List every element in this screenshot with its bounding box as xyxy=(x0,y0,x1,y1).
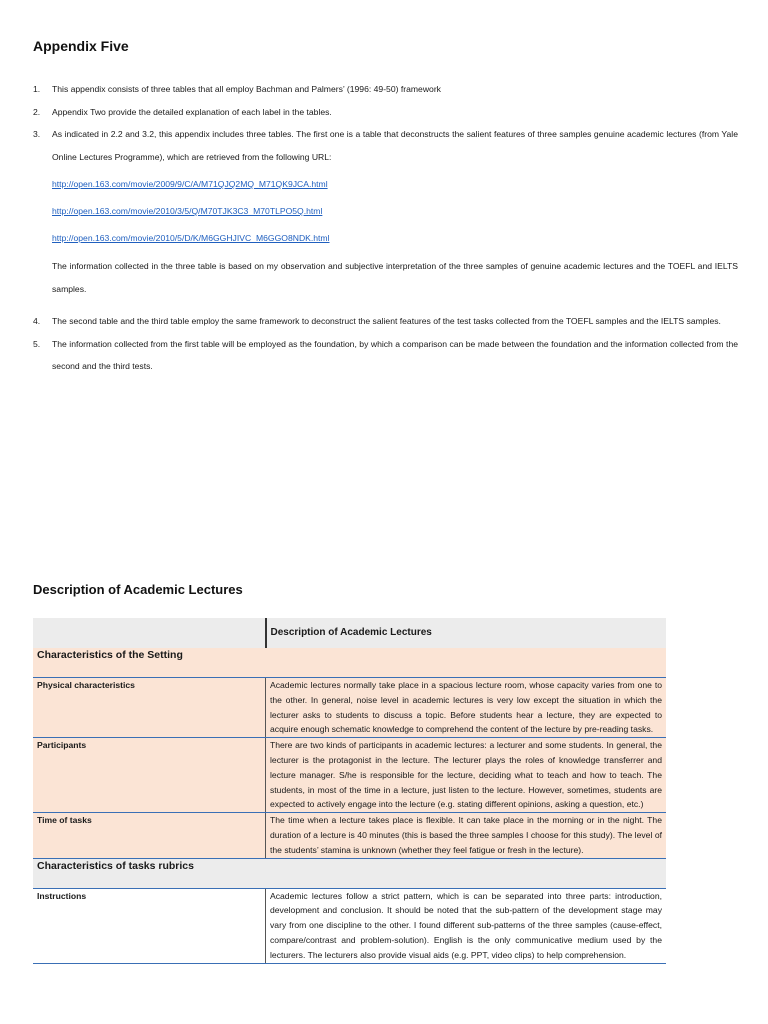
note-paragraph: The information collected in the three table is based on my observation and subjective interpretation of the three samples of genuine academic lectures and the TOEFL and IELTS samples. xyxy=(52,261,738,294)
category-label: Characteristics of tasks rubrics xyxy=(33,858,666,888)
category-label: Characteristics of the Setting xyxy=(33,648,666,678)
list-text: Appendix Two provide the detailed explanation of each label in the tables. xyxy=(52,106,332,117)
url-link-1[interactable]: http://open.163.com/movie/2009/9/C/A/M71QJQ2MQ_M71QK9JCA.html xyxy=(52,179,328,189)
row-content: Academic lectures normally take place in a spacious lecture room, whose capacity varies from one to the other. In general, noise level in academic lectures is very low except the situation in which the lecturer asks to students to discuss a topic. Before students hear a lecture, they are expected to acquire enough schematic knowledge to comprehend the content of the lecture by pre-reading tasks. xyxy=(266,678,667,738)
list-text: As indicated in 2.2 and 3.2, this appendix includes three tables. The first one is a table that deconstructs the salient features of three samples genuine academic lectures (from Yale Online Lectures Programme), which are retrieved from the following URL: xyxy=(52,129,738,162)
appendix-title: Appendix Five xyxy=(33,38,129,54)
table-row xyxy=(33,738,666,813)
list-number: 5. xyxy=(33,338,41,349)
list-text: This appendix consists of three tables that all employ Bachman and Palmers’ (1996: 49-50) framework xyxy=(52,84,441,94)
section-title: Description of Academic Lectures xyxy=(33,582,243,597)
list-number: 3. xyxy=(33,129,41,139)
list-text: The second table and the third table employ the same framework to deconstruct the salient features of the test tasks collected from the TOEFL samples and the IELTS samples. xyxy=(52,316,721,326)
table-row xyxy=(33,678,666,738)
header-right-cell: Description of Academic Lectures xyxy=(266,618,667,648)
table-header-row xyxy=(33,618,666,648)
url-link-3[interactable]: http://open.163.com/movie/2010/5/D/K/M6GGHJIVC_M6GGO8NDK.html xyxy=(52,233,330,243)
row-label: Participants xyxy=(33,738,266,813)
table-row xyxy=(33,888,666,963)
category-row-setting xyxy=(33,648,666,678)
list-number: 4. xyxy=(33,316,41,326)
list-item xyxy=(33,78,738,101)
row-content: Academic lectures follow a strict pattern, which is can be separated into three parts: introduction, development and conclusion. It should be noted that the sub-pattern of the development stage may vary from one discipline to the other. I found different sub-patterns of the three samples (cause-effect, compare/contrast and problem-solution). English is the only communicative medium used by the lecturers. The lecturers also provide visual aids (e.g. PPT, video clips) to help comprehension. xyxy=(266,888,667,963)
list-number: 2. xyxy=(33,106,41,117)
list-item xyxy=(33,333,738,378)
url-list xyxy=(52,171,738,252)
description-table xyxy=(33,618,666,964)
url-link-2[interactable]: http://open.163.com/movie/2010/3/5/Q/M70TJK3C3_M70TLPO5Q.html xyxy=(52,206,323,216)
table-row xyxy=(33,813,666,858)
row-content: There are two kinds of participants in academic lectures: a lecturer and some students. In general, the lecturer is the protagonist in the lecture. The lecturer plays the roles of knowledge transferrer and lecture manager. S/he is responsible for the lecture, deciding what to teach and how to teach. The students, in most of the time in a lecture, just listen to the lecture. However, sometimes, students are expected to actively engage into the lecture (e.g. stating different opinions, asking a question, etc.) xyxy=(266,738,667,813)
category-row-rubric xyxy=(33,858,666,888)
row-label: Physical characteristics xyxy=(33,678,266,738)
list-item xyxy=(33,123,738,310)
list-item xyxy=(33,101,738,124)
row-label: Time of tasks xyxy=(33,813,266,858)
header-left-cell xyxy=(33,618,266,648)
list-number: 1. xyxy=(33,84,41,94)
list-item xyxy=(33,310,738,333)
row-label: Instructions xyxy=(33,888,266,963)
numbered-list xyxy=(33,78,738,378)
row-content: The time when a lecture takes place is flexible. It can take place in the morning or in the night. The duration of a lecture is 40 minutes (this is based the three samples I choose for this study). The level of the students’ stamina is unknown (whether they feel fatigue or fresh in the lecture). xyxy=(266,813,667,858)
list-text: The information collected from the first table will be employed as the foundation, by which a comparison can be made between the foundation and the information collected from the second and the third tests. xyxy=(52,338,738,371)
